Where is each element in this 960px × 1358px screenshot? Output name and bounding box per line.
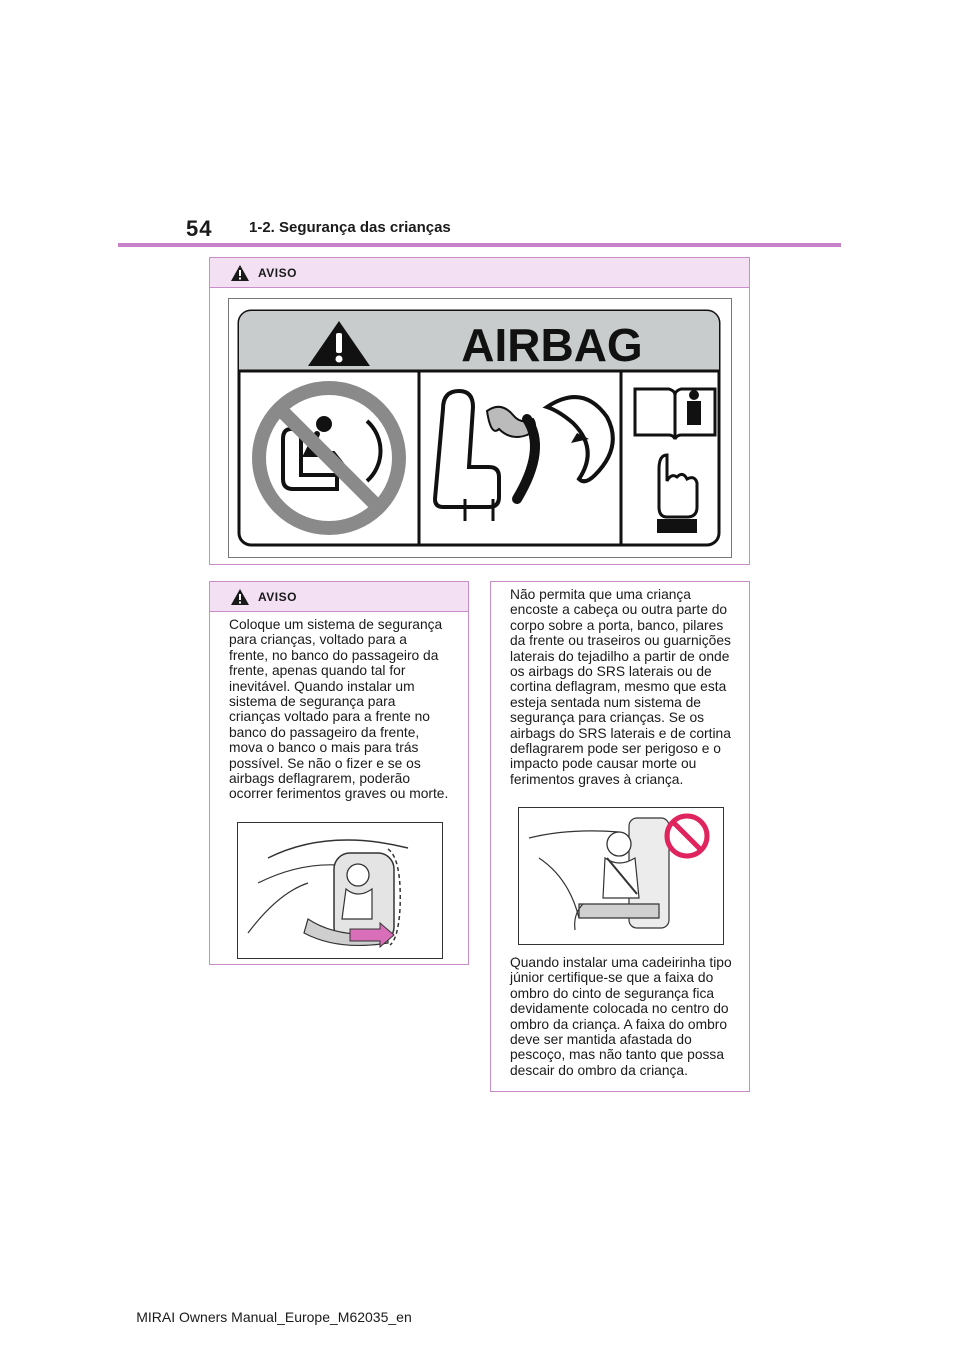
warning-box-airbag [209, 257, 750, 565]
warning-text-bottom: Quando instalar uma cadeirinha tipo júnior certifique-se que a faixa do ombro do cinto de segurança fica devidamente colocada no centro do ombro da criança. A faixa do ombro deve ser mantida afastada do pescoço, mas não tanto que possa descair do ombro da criança. [510, 955, 732, 1078]
warning-label: AVISO [258, 590, 297, 604]
warning-triangle-icon [230, 264, 250, 282]
booster-seat-illustration [518, 807, 724, 945]
warning-header [210, 582, 468, 612]
forward-child-seat-illustration [237, 822, 443, 959]
page-number: 54 [186, 216, 213, 241]
header-rule [118, 243, 841, 247]
warning-box-side-airbag [490, 581, 750, 1092]
warning-box-forward-seat [209, 581, 469, 965]
airbag-label-graphic [229, 299, 731, 557]
prohibited-icon [667, 816, 707, 856]
airbag-title: AIRBAG [461, 319, 643, 371]
footer [0, 1309, 960, 1325]
warning-text-top: Não permita que uma criança encoste a cabeça ou outra parte do corpo sobre a porta, banco, pilares da frente ou traseiros ou guarnições laterais do tejadilho a partir de onde os airbags do SRS laterais ou de cortina deflagram, mesmo que esta esteja sentada num sistema de segurança para crianças. Se os airbags do SRS laterais e de cortina deflagrarem pode ser perigoso e o impacto pode causar morte ou ferimentos graves à criança. [510, 587, 731, 787]
footer-text: MIRAI Owners Manual_Europe_M62035_en [136, 1309, 412, 1325]
warning-text: Coloque um sistema de segurança para crianças, voltado para a frente, no banco do passageiro da frente, apenas quando tal for inevitável. Quando instalar um sistema de segurança para crianças voltado para a frente no banco do passageiro da frente, mova o banco o mais para trás possível. Se não o fizer e se os airbags deflagrarem, poderão ocorrer ferimentos graves ou morte. [229, 617, 449, 802]
warning-triangle-icon [230, 588, 250, 606]
warning-label: AVISO [258, 266, 297, 280]
airbag-warning-label [228, 298, 732, 558]
warning-header [210, 258, 749, 288]
section-title: 1-2. Segurança das crianças [249, 219, 451, 236]
